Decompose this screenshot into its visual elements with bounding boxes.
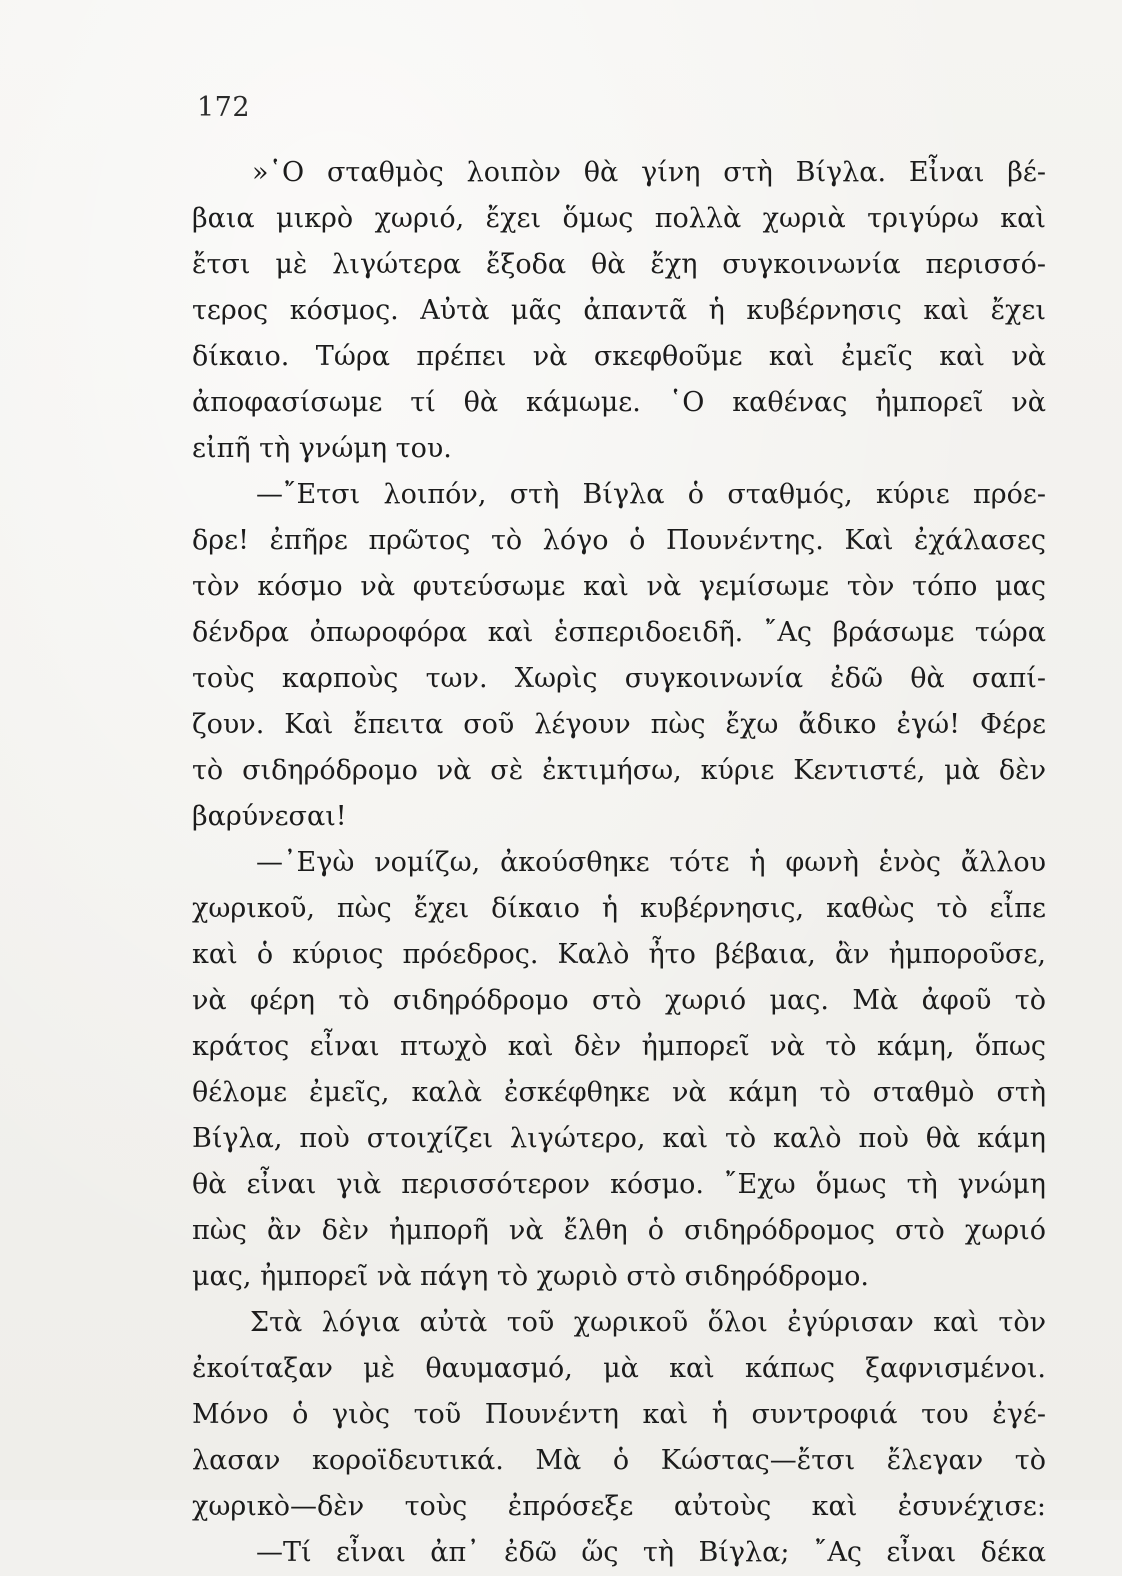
text-line: μας, ἠμπορεῖ νὰ πάγη τὸ χωριὸ στὸ σιδηρόδρομο. xyxy=(192,1261,869,1292)
text-line: δένδρα ὀπωροφόρα καὶ ἑσπεριδοειδῆ. ῎Ας βράσωμε τώρα xyxy=(192,617,1046,648)
text-line: Βίγλα, ποὺ στοιχίζει λιγώτερο, καὶ τὸ καλὸ ποὺ θὰ κάμη xyxy=(192,1123,1046,1154)
text-line: χωρικοῦ, πὼς ἔχει δίκαιο ἡ κυβέρνησις, καθὼς τὸ εἶπε xyxy=(192,893,1046,924)
text-line: καὶ ὁ κύριος πρόεδρος. Καλὸ ἦτο βέβαια, ἂν ἠμποροῦσε, xyxy=(192,939,1046,970)
page-number: 172 xyxy=(197,92,251,123)
text-line: ἀποφασίσωμε τί θὰ κάμωμε. ῾Ο καθένας ἠμπορεῖ νὰ xyxy=(192,387,1046,418)
text-line: βαρύνεσαι! xyxy=(192,801,347,832)
text-line: θέλομε ἐμεῖς, καλὰ ἐσκέφθηκε νὰ κάμη τὸ σταθμὸ στὴ xyxy=(192,1077,1046,1108)
text-line: χωρικὸ—δὲν τοὺς ἐπρόσεξε αὐτοὺς καὶ ἐσυνέχισε: xyxy=(192,1491,1046,1522)
text-line: εἰπῆ τὴ γνώμη του. xyxy=(192,433,452,464)
text-line: δρε! ἐπῆρε πρῶτος τὸ λόγο ὁ Πουνέντης. Καὶ ἐχάλασες xyxy=(192,525,1046,556)
text-line: ζουν. Καὶ ἔπειτα σοῦ λέγουν πὼς ἔχω ἄδικο ἐγώ! Φέρε xyxy=(192,709,1046,740)
text-line: —᾿Εγὼ νομίζω, ἀκούσθηκε τότε ἡ φωνὴ ἑνὸς ἄλλου xyxy=(256,847,1046,878)
text-line: κράτος εἶναι πτωχὸ καὶ δὲν ἠμπορεῖ νὰ τὸ κάμη, ὅπως xyxy=(192,1031,1046,1062)
body-text xyxy=(192,150,1046,1576)
text-line: —῎Ετσι λοιπόν, στὴ Βίγλα ὁ σταθμός, κύριε πρόε- xyxy=(256,479,1046,510)
text-line: Στὰ λόγια αὐτὰ τοῦ χωρικοῦ ὅλοι ἐγύρισαν καὶ τὸν xyxy=(250,1307,1046,1338)
text-line: τερος κόσμος. Αὐτὰ μᾶς ἀπαντᾶ ἡ κυβέρνησις καὶ ἔχει xyxy=(192,295,1046,326)
text-line: τὸν κόσμο νὰ φυτεύσωμε καὶ νὰ γεμίσωμε τὸν τόπο μας xyxy=(192,571,1046,602)
text-line: ἐκοίταξαν μὲ θαυμασμό, μὰ καὶ κάπως ξαφνισμένοι. xyxy=(192,1353,1046,1384)
text-line: —Τί εἶναι ἀπ᾿ ἐδῶ ὥς τὴ Βίγλα; ῎Ας εἶναι δέκα xyxy=(256,1537,1046,1568)
text-line: δίκαιο. Τώρα πρέπει νὰ σκεφθοῦμε καὶ ἐμεῖς καὶ νὰ xyxy=(192,341,1046,372)
text-line: »῾Ο σταθμὸς λοιπὸν θὰ γίνη στὴ Βίγλα. Εἶναι βέ- xyxy=(252,157,1046,188)
text-line: βαια μικρὸ χωριό, ἔχει ὅμως πολλὰ χωριὰ τριγύρω καὶ xyxy=(192,203,1046,234)
text-line: θὰ εἶναι γιὰ περισσότερον κόσμο. ῎Εχω ὅμως τὴ γνώμη xyxy=(192,1169,1046,1200)
text-line: πὼς ἂν δὲν ἠμπορῆ νὰ ἔλθη ὁ σιδηρόδρομος στὸ χωριό xyxy=(192,1215,1046,1246)
text-line: τοὺς καρποὺς των. Χωρὶς συγκοινωνία ἐδῶ θὰ σαπί- xyxy=(192,663,1046,694)
text-line: Μόνο ὁ γιὸς τοῦ Πουνέντη καὶ ἡ συντροφιά του ἐγέ- xyxy=(192,1399,1046,1430)
text-line: νὰ φέρη τὸ σιδηρόδρομο στὸ χωριό μας. Μὰ ἀφοῦ τὸ xyxy=(192,985,1046,1016)
text-line: λασαν κοροϊδευτικά. Μὰ ὁ Κώστας—ἔτσι ἔλεγαν τὸ xyxy=(192,1445,1046,1476)
text-line: τὸ σιδηρόδρομο νὰ σὲ ἐκτιμήσω, κύριε Κεντιστέ, μὰ δὲν xyxy=(192,755,1046,786)
text-line: ἔτσι μὲ λιγώτερα ἔξοδα θὰ ἔχη συγκοινωνία περισσό- xyxy=(192,249,1046,280)
